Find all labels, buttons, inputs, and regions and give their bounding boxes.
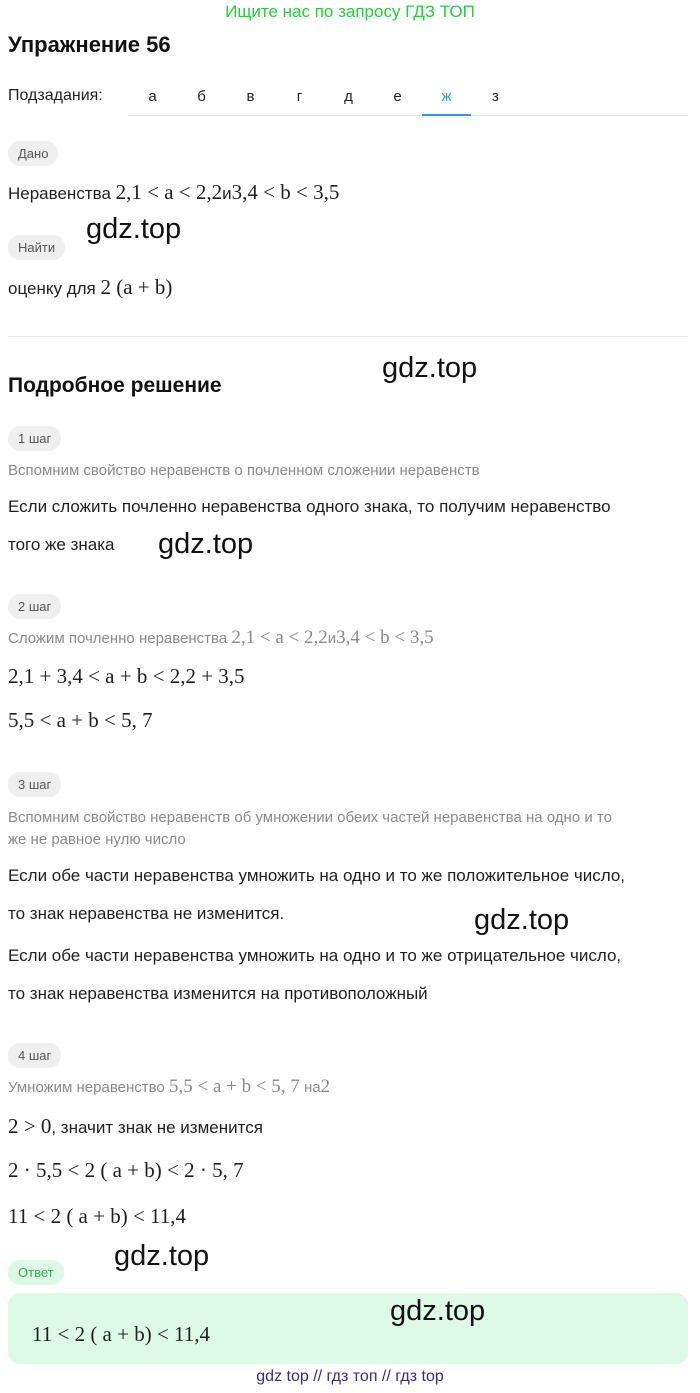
step3-badge-wrap bbox=[8, 772, 61, 797]
promo-banner: Ищите нас по запросу ГДЗ ТОП bbox=[225, 2, 475, 21]
find-line bbox=[8, 275, 172, 300]
step1-text-line2: того же знака bbox=[8, 535, 115, 554]
answer-box bbox=[8, 1293, 688, 1364]
tab-subtask-v[interactable]: в bbox=[246, 88, 255, 105]
step1-badge: 1 шаг bbox=[8, 426, 61, 451]
subtask-tabs bbox=[128, 78, 688, 116]
given-badge: Дано bbox=[8, 141, 58, 166]
answer-badge-wrap bbox=[8, 1260, 64, 1285]
given-ineq-b: 3,4 < b < 3,5 bbox=[231, 180, 340, 204]
step4-equation-1: 2 · 5,5 < 2 ( a + b) < 2 · 5, 7 bbox=[8, 1158, 244, 1182]
step3-badge: 3 шаг bbox=[8, 772, 61, 797]
tab-subtask-g[interactable]: г bbox=[296, 88, 303, 105]
step4-equation-2: 11 < 2 ( a + b) < 11,4 bbox=[8, 1204, 187, 1228]
step2-note-prefix: Сложим почленно неравенства bbox=[8, 630, 228, 647]
find-expr: 2 (a + b) bbox=[100, 275, 173, 299]
given-line bbox=[8, 180, 339, 205]
step4-note-ineq: 5,5 < a + b < 5, 7 bbox=[168, 1076, 300, 1097]
step3-note-line2: же не равное нулю число bbox=[8, 831, 186, 848]
step3-rule2-line1: Если обе части неравенства умножить на одно и то же отрицательное число, bbox=[8, 946, 622, 965]
step2-note-ineq-a: 2,1 < a < 2,2 bbox=[231, 627, 328, 648]
given-badge-wrap bbox=[8, 141, 58, 166]
page-title: Упражнение 56 bbox=[8, 32, 171, 57]
find-prefix: оценку для bbox=[8, 279, 96, 298]
step3-rule1-line2: то знак неравенства не изменится. bbox=[8, 904, 285, 923]
step4-condition-text: , значит знак не изменится bbox=[51, 1118, 263, 1137]
watermark: gdz.top bbox=[390, 1295, 486, 1327]
step4-badge-wrap bbox=[8, 1043, 61, 1068]
tab-subtask-a[interactable]: а bbox=[148, 88, 157, 105]
step4-condition-math: 2 > 0 bbox=[8, 1114, 52, 1138]
tab-subtask-z[interactable]: з bbox=[492, 88, 499, 105]
step4-note-num: 2 bbox=[320, 1076, 331, 1097]
divider bbox=[8, 336, 688, 337]
answer-expr: 11 < 2 ( a + b) < 11,4 bbox=[32, 1322, 211, 1346]
tab-subtask-d[interactable]: д bbox=[344, 88, 353, 105]
watermark: gdz.top bbox=[158, 528, 254, 560]
watermark: gdz.top bbox=[382, 352, 478, 384]
footer-links[interactable]: gdz top // гдз топ // гдз top bbox=[256, 1368, 444, 1385]
watermark: gdz.top bbox=[474, 904, 570, 936]
step3-rule2-line2: то знак неравенства изменится на противоположный bbox=[8, 984, 428, 1003]
step2-note bbox=[8, 627, 434, 649]
find-badge: Найти bbox=[8, 235, 65, 260]
step2-badge: 2 шаг bbox=[8, 594, 61, 619]
step1-badge-wrap bbox=[8, 426, 61, 451]
step3-rule1-line1: Если обе части неравенства умножить на одно и то же положительное число, bbox=[8, 866, 626, 885]
step2-equation-2: 5,5 < a + b < 5, 7 bbox=[8, 708, 153, 732]
given-prefix: Неравенства bbox=[8, 184, 111, 203]
tab-subtask-zh[interactable]: ж bbox=[422, 78, 471, 116]
step2-badge-wrap bbox=[8, 594, 61, 619]
find-badge-wrap bbox=[8, 235, 65, 260]
watermark: gdz.top bbox=[114, 1240, 210, 1272]
subtasks-label: Подзадания: bbox=[8, 87, 103, 104]
step3-note-line1: Вспомним свойство неравенств об умножении обеих частей неравенства на одно и то bbox=[8, 809, 612, 826]
given-ineq-a: 2,1 < a < 2,2 bbox=[115, 180, 223, 204]
step4-note bbox=[8, 1076, 330, 1098]
step1-note: Вспомним свойство неравенств о почленном сложении неравенств bbox=[8, 462, 480, 479]
solution-title: Подробное решение bbox=[8, 374, 222, 397]
step1-text-line1: Если сложить почленно неравенства одного знака, то получим неравенство bbox=[8, 497, 611, 516]
watermark: gdz.top bbox=[86, 213, 182, 245]
step4-condition bbox=[8, 1114, 263, 1139]
answer-badge: Ответ bbox=[8, 1260, 64, 1285]
tab-subtask-e[interactable]: е bbox=[393, 88, 402, 105]
step4-note-prefix: Умножим неравенство bbox=[8, 1079, 165, 1096]
tab-subtask-b[interactable]: б bbox=[197, 88, 206, 105]
step4-note-suffix: на bbox=[303, 1079, 321, 1096]
step2-note-joiner: и bbox=[327, 630, 337, 647]
step2-equation-1: 2,1 + 3,4 < a + b < 2,2 + 3,5 bbox=[8, 664, 245, 688]
given-joiner: и bbox=[222, 184, 232, 203]
step4-badge: 4 шаг bbox=[8, 1043, 61, 1068]
step2-note-ineq-b: 3,4 < b < 3,5 bbox=[336, 627, 434, 648]
